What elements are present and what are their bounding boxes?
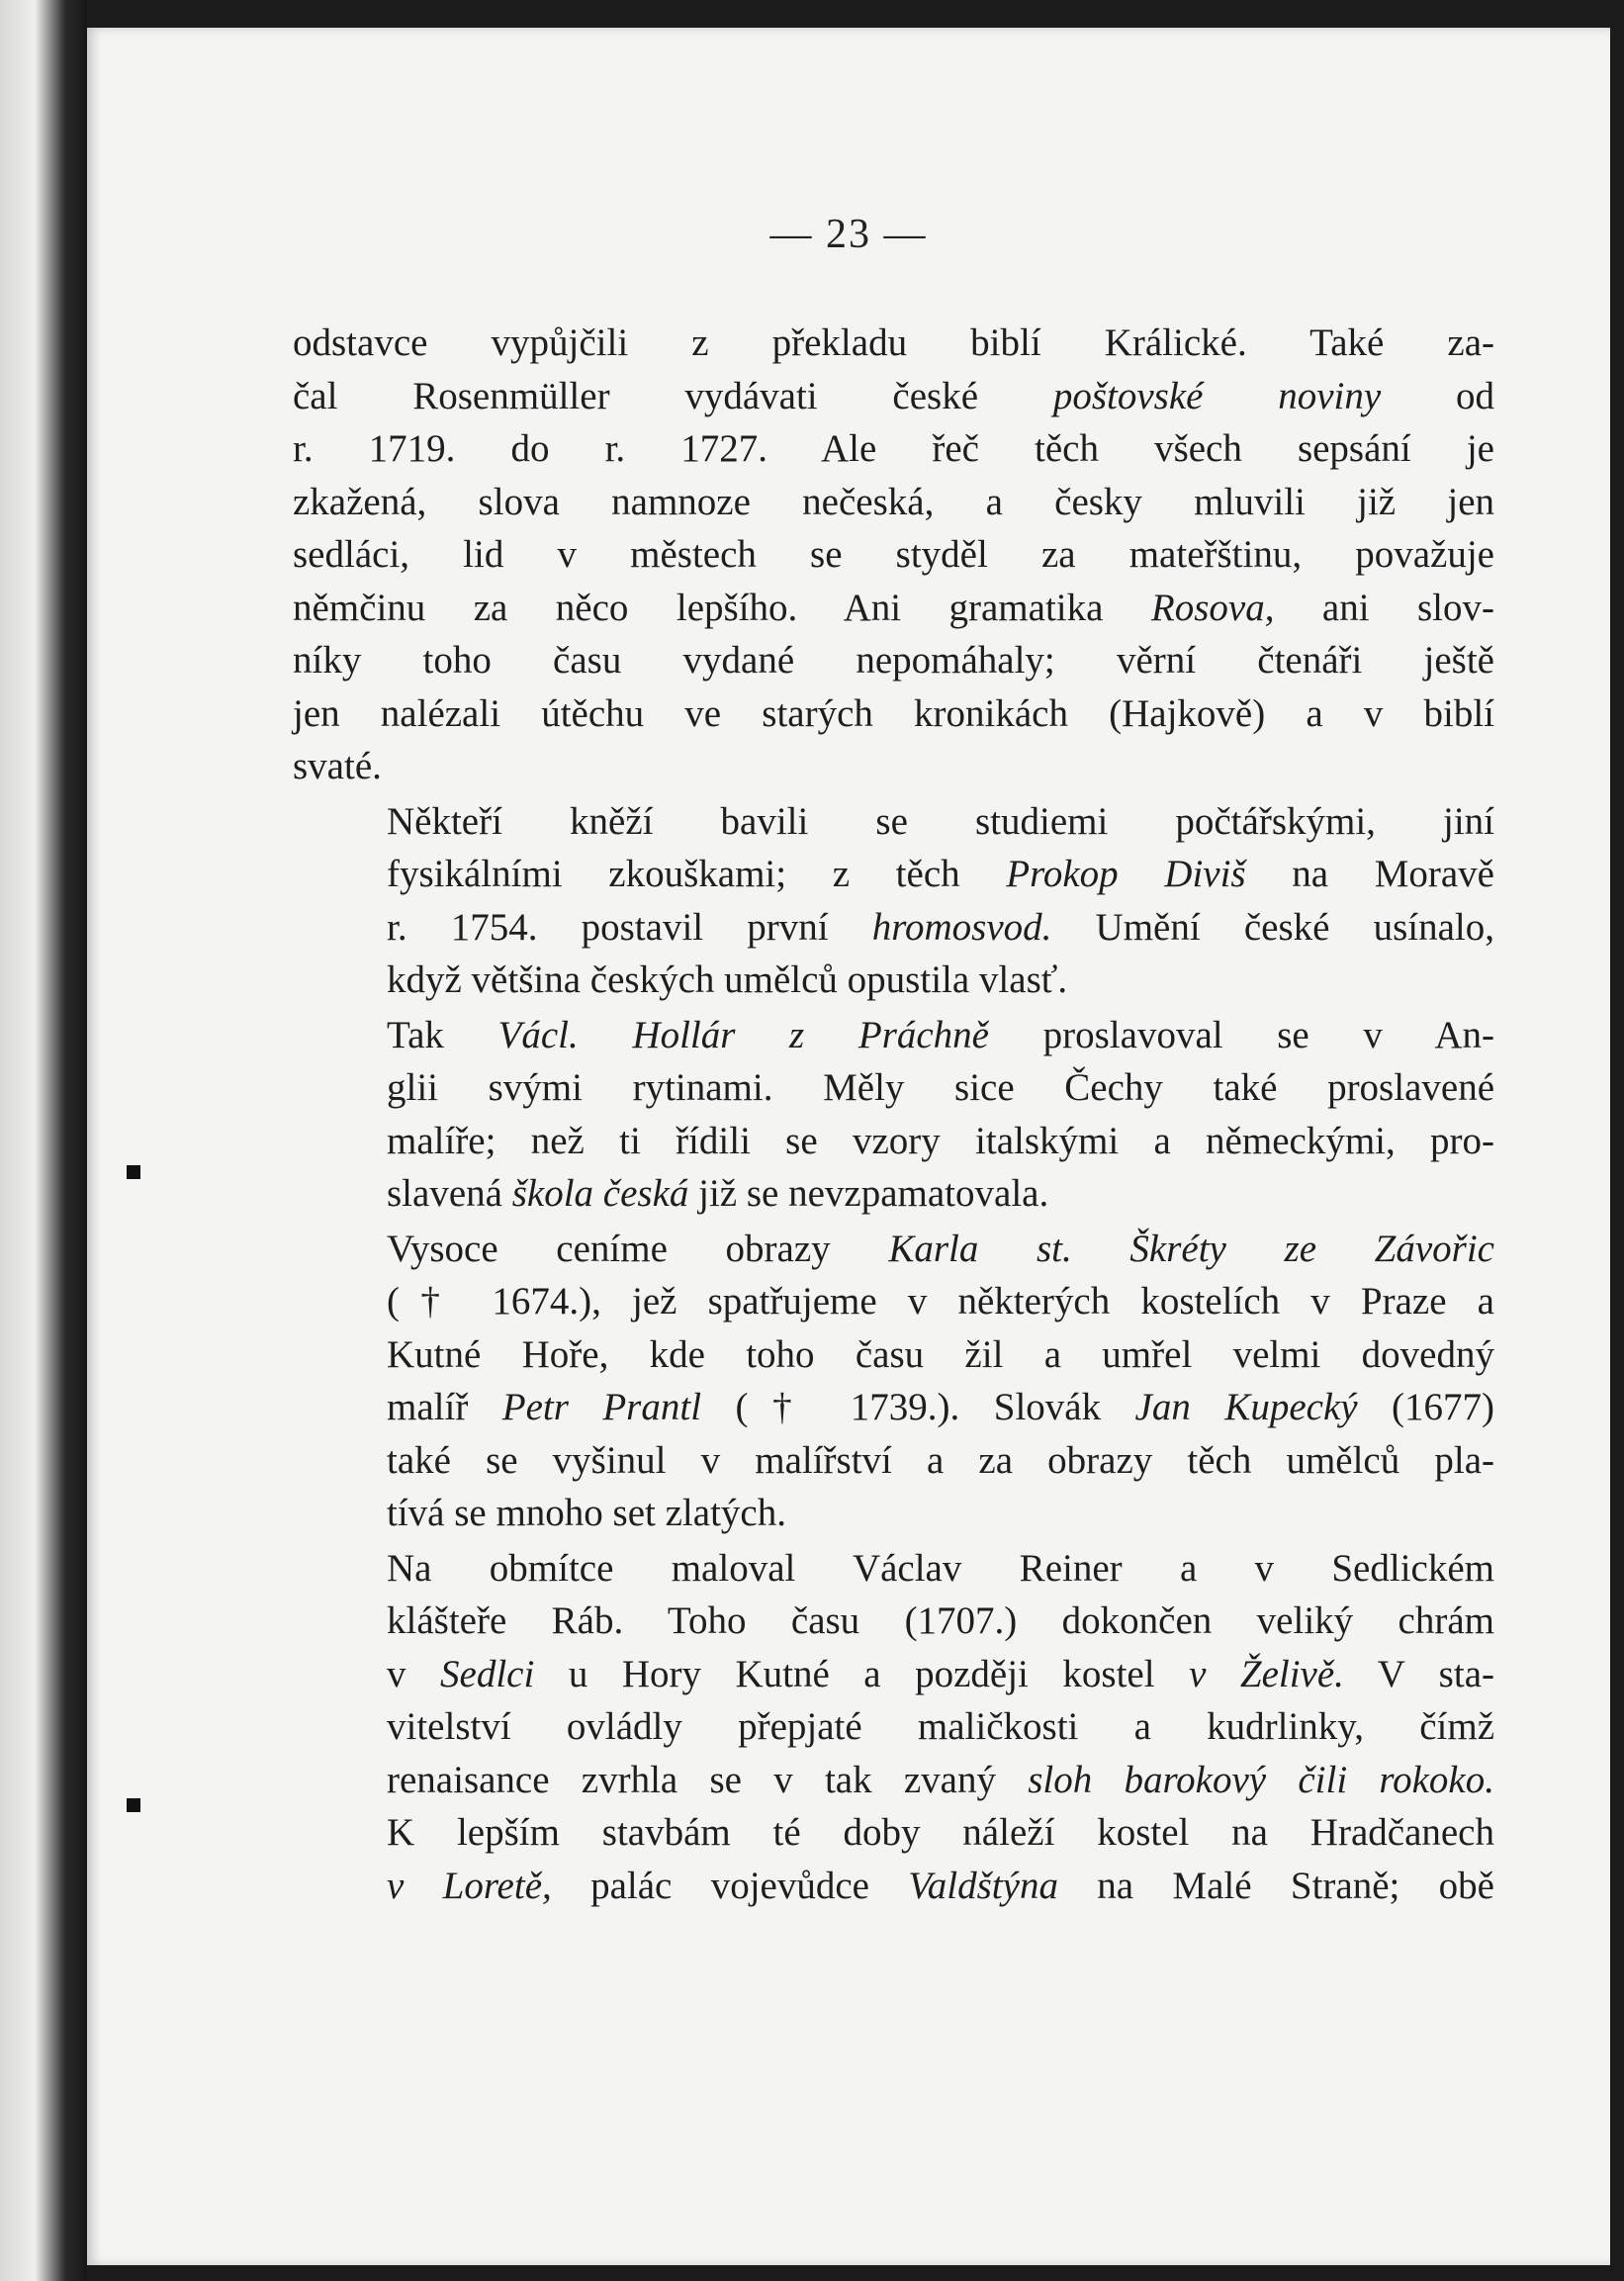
text-run: v [387, 1652, 441, 1695]
text-line [293, 1806, 1494, 1860]
text-line [293, 317, 1494, 370]
text-run: Na obmítce maloval Václav Reiner a v Sedlickém [387, 1546, 1494, 1590]
text-run: níky toho času vydané nepomáhaly; věrní čtenáři ještě [293, 639, 1494, 682]
text-run: na Malé Straně; obě [1057, 1864, 1494, 1907]
paragraph [293, 1542, 1494, 1913]
binding-mark [127, 1798, 140, 1812]
text-run: fysikálními zkouškami; z těch [387, 853, 1007, 895]
text-run: ani slov- [1274, 586, 1494, 629]
scan-left-edge [0, 0, 87, 2281]
text-run: Někteří kněží bavili se studiemi počtářskými, jiní [387, 799, 1494, 843]
text-run: malíř [387, 1386, 502, 1428]
text-run: tívá se mnoho set zlatých. [387, 1492, 786, 1534]
text-run: vitelství ovládly přepjaté maličkosti a kudrlinky, čímž [387, 1705, 1494, 1748]
binding-mark [127, 1165, 140, 1179]
text-run: renaisance zvrhla se v tak zvaný [387, 1758, 1029, 1801]
italic-phrase: Petr Prantl [501, 1386, 702, 1428]
text-run: (1677) [1357, 1386, 1494, 1428]
text-line [293, 687, 1494, 741]
text-line [293, 1275, 1494, 1328]
body-text [293, 317, 1494, 1912]
italic-phrase: Václ. Hollár z Práchně [497, 1013, 989, 1056]
text-line [293, 582, 1494, 635]
text-run: od [1381, 374, 1494, 417]
text-run: svaté. [293, 745, 382, 787]
italic-phrase: hromosvod. [871, 905, 1052, 949]
text-run: čal Rosenmüller vydávati české [293, 374, 1053, 417]
text-run: († 1739.). Slovák [701, 1386, 1135, 1428]
text-run: Vysoce ceníme obrazy [387, 1227, 889, 1270]
text-line [293, 422, 1494, 476]
text-line [293, 476, 1494, 529]
text-run: sedláci, lid v městech se styděl za mateřštinu, považuje [293, 533, 1494, 576]
text-run: glii svými rytinami. Měly sice Čechy také proslavené [387, 1066, 1494, 1109]
text-line [293, 528, 1494, 582]
text-line [293, 1009, 1494, 1062]
text-line [293, 901, 1494, 955]
text-run: u Hory Kutné a později kostel [534, 1652, 1190, 1695]
text-line [293, 848, 1494, 901]
text-line [293, 1754, 1494, 1807]
text-run: palác vojevůdce [551, 1864, 909, 1907]
italic-phrase: v Loretě, [387, 1864, 552, 1907]
italic-phrase: Prokop Diviš [1006, 853, 1246, 895]
text-run: r. 1754. postavil první [387, 905, 872, 949]
text-run: zkažená, slova namnoze nečeská, a česky mluvili již jen [293, 480, 1494, 523]
italic-phrase: v Želivě. [1189, 1652, 1344, 1695]
text-line [293, 634, 1494, 687]
text-line [293, 1487, 1494, 1540]
text-run: Kutné Hoře, kde toho času žil a umřel velmi dovedný [387, 1332, 1494, 1376]
text-line [293, 1434, 1494, 1488]
italic-phrase: poštovské noviny [1052, 374, 1382, 417]
text-run: Tak [387, 1013, 498, 1056]
paragraph [293, 1009, 1494, 1221]
text-run: proslavoval se v An- [989, 1013, 1494, 1056]
paragraph [293, 317, 1494, 793]
text-run: V sta- [1343, 1652, 1494, 1695]
text-run: také se vyšinul v malířství a za obrazy těch umělců pla- [387, 1438, 1494, 1482]
italic-phrase: Valdštýna [908, 1864, 1058, 1907]
text-line [293, 795, 1494, 849]
text-run: odstavce vypůjčili z překladu biblí Králické. Také za- [293, 321, 1494, 364]
text-run: jen nalézali útěchu ve starých kronikách (Hajkově) a v biblí [293, 691, 1494, 735]
text-line [293, 1595, 1494, 1648]
text-line [293, 1542, 1494, 1596]
text-run: klášteře Ráb. Toho času (1707.) dokončen veliký chrám [387, 1599, 1494, 1642]
text-run: K lepším stavbám té doby náleží kostel na Hradčanech [387, 1811, 1494, 1854]
text-run: již se nevzpamatovala. [688, 1172, 1049, 1215]
text-run: slavená [387, 1172, 512, 1215]
paragraph [293, 1223, 1494, 1540]
text-line [293, 1167, 1494, 1221]
text-run: († 1674.), jež spatřujeme v některých kostelích v Praze a [387, 1280, 1494, 1323]
text-line [293, 370, 1494, 423]
text-run: malíře; než ti řídili se vzory italskými a německými, pro- [387, 1119, 1494, 1162]
text-run: němčinu za něco lepšího. Ani gramatika [293, 586, 1151, 629]
page-number: — 23 — [769, 212, 928, 257]
text-run: na Moravě [1245, 853, 1494, 895]
text-line [293, 740, 1494, 793]
italic-phrase: Karla st. Škréty ze Závořic [888, 1227, 1494, 1270]
text-line [293, 1700, 1494, 1754]
text-line [293, 1328, 1494, 1382]
text-run: když většina českých umělců opustila vlasť. [387, 958, 1068, 1001]
text-line [293, 954, 1494, 1007]
text-line [293, 1115, 1494, 1168]
italic-phrase: Jan Kupecký [1134, 1386, 1358, 1428]
text-line [293, 1381, 1494, 1434]
text-run: Umění české usínalo, [1051, 905, 1494, 949]
text-line [293, 1223, 1494, 1276]
paragraph [293, 795, 1494, 1007]
text-run: r. 1719. do r. 1727. Ale řeč těch všech sepsání je [293, 427, 1494, 470]
italic-phrase: Sedlci [440, 1652, 535, 1695]
italic-phrase: škola česká [511, 1172, 689, 1215]
italic-phrase: Rosova, [1150, 586, 1275, 629]
text-line [293, 1648, 1494, 1701]
text-line [293, 1860, 1494, 1913]
book-page [87, 28, 1610, 2265]
text-line [293, 1061, 1494, 1115]
italic-phrase: sloh barokový čili rokoko. [1028, 1758, 1494, 1801]
